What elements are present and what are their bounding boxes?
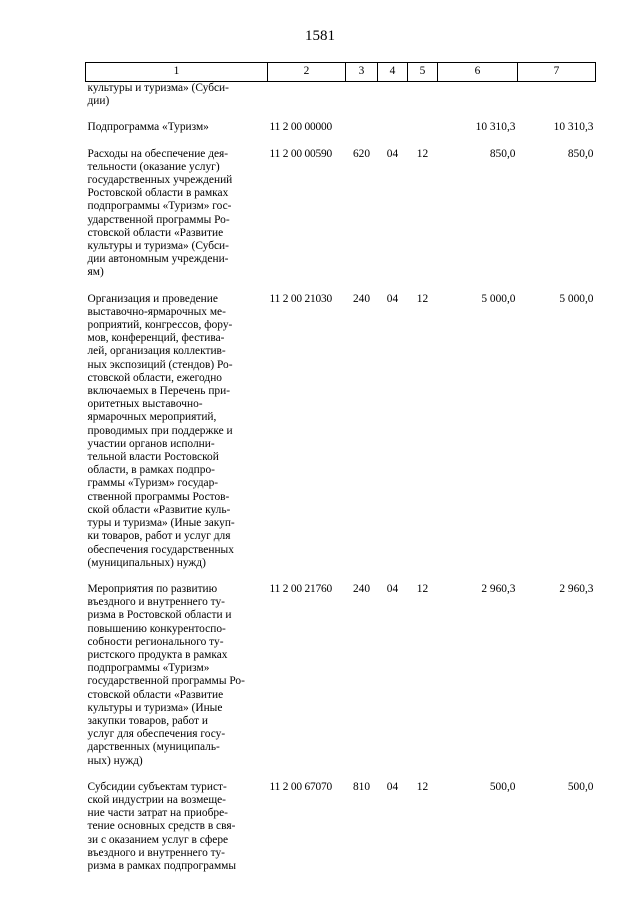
budget-table — [85, 62, 596, 873]
target-article-code: 11 2 00 21760 — [269, 582, 332, 595]
row-spacer — [86, 768, 596, 781]
table-row — [86, 293, 596, 570]
line-item-name: культуры и туризма» (Субси- дии) — [87, 82, 229, 108]
target-article-code: 11 2 00 00590 — [269, 147, 332, 160]
section-code: 04 — [386, 582, 399, 595]
column-header: 2 — [268, 63, 346, 82]
column-header: 4 — [378, 63, 408, 82]
page-number: 1581 — [305, 28, 335, 44]
table-body — [86, 82, 596, 874]
amount-column-6: 850,0 — [489, 147, 516, 160]
row-spacer-cell — [86, 108, 596, 121]
expense-type-code: 810 — [352, 780, 371, 793]
expense-type-code — [346, 82, 378, 109]
line-item-name: Расходы на обеспечение дея- тельности (оказание услуг) государственных учреждений Ростовской области в рамках подпрограммы «Туризм» гос- ударственной программы Ро- стовской области «Развитие культуры и туризма» (Субси- дии автономным учреждени- ям) — [87, 147, 233, 279]
row-spacer-cell — [86, 768, 596, 781]
subsection-code: 12 — [416, 147, 429, 160]
section-code: 04 — [386, 147, 399, 160]
column-header: 3 — [346, 63, 378, 82]
amount-column-6: 5 000,0 — [481, 292, 516, 305]
column-header: 7 — [518, 63, 596, 82]
line-item-name: Субсидии субъектам турист- ской индустрии на возмеще- ние части затрат на приобре- тение основных средств в свя- зи с оказанием услуг в сфере въездного и внутреннего ту- ризма в рамках подпрограммы — [87, 780, 237, 872]
expense-type-code: 240 — [352, 292, 371, 305]
column-header: 5 — [408, 63, 438, 82]
line-item-name: Организация и проведение выставочно-ярмарочных ме- роприятий, конгрессов, фору- мов, конференций, фестива- лей, организация коллектив- ных экспозиций (стендов) Ро- стовской области, ежегодно включаемых в Перечень при- оритетных выставочно- ярмарочных мероприятий, проводимых при поддержке и участии органов исполни- тельной власти Ростовской области, в рамках подпро- граммы «Туризм» государ- ственной программы Ростов- ской области «Развитие куль- туры и туризма» (Иные закуп- ки товаров, работ и услуг для обеспечения государственных (муниципальных) нужд) — [87, 292, 235, 569]
section-code: 04 — [386, 780, 399, 793]
expense-type-code: 620 — [352, 147, 371, 160]
row-spacer — [86, 280, 596, 293]
table-row — [86, 781, 596, 873]
subsection-code: 12 — [416, 780, 429, 793]
subsection-code — [408, 82, 438, 109]
target-article-code: 11 2 00 67070 — [269, 780, 332, 793]
amount-column-7: 5 000,0 — [559, 292, 594, 305]
table-row — [86, 121, 596, 134]
target-article-code: 11 2 00 21030 — [269, 292, 332, 305]
row-spacer-cell — [86, 570, 596, 583]
amount-column-7: 850,0 — [567, 147, 594, 160]
row-spacer — [86, 570, 596, 583]
amount-column-7: 10 310,3 — [553, 121, 594, 134]
row-spacer — [86, 108, 596, 121]
amount-column-7 — [518, 82, 596, 109]
amount-column-6: 10 310,3 — [475, 121, 516, 134]
target-article-code — [268, 82, 346, 109]
subsection-code — [408, 121, 438, 134]
section-code — [378, 121, 408, 134]
amount-column-6 — [438, 82, 518, 109]
column-header: 1 — [86, 63, 268, 82]
amount-column-6: 2 960,3 — [481, 582, 516, 595]
row-spacer-cell — [86, 280, 596, 293]
table-row — [86, 148, 596, 280]
row-spacer-cell — [86, 135, 596, 148]
section-code — [378, 82, 408, 109]
table-row — [86, 583, 596, 768]
amount-column-6: 500,0 — [489, 780, 516, 793]
expense-type-code: 240 — [352, 582, 371, 595]
table-row — [86, 82, 596, 109]
subsection-code: 12 — [416, 292, 429, 305]
table-header-row — [86, 63, 596, 82]
expense-type-code — [346, 121, 378, 134]
target-article-code: 11 2 00 00000 — [269, 121, 332, 134]
subsection-code: 12 — [416, 582, 429, 595]
section-code: 04 — [386, 292, 399, 305]
line-item-name: Мероприятия по развитию въездного и внутреннего ту- ризма в Ростовской области и повышению конкурентоспо- собности регионального ту- ристского продукта в рамках подпрограммы «Туризм» государственной программы Ро- стовской области «Развитие культуры и туризма» (Иные закупки товаров, работ и услуг для обеспечения госу- дарственных (муниципаль- ных) нужд) — [87, 582, 245, 767]
column-header: 6 — [438, 63, 518, 82]
row-spacer — [86, 135, 596, 148]
amount-column-7: 2 960,3 — [559, 582, 594, 595]
line-item-name: Подпрограмма «Туризм» — [87, 121, 209, 134]
amount-column-7: 500,0 — [567, 780, 594, 793]
